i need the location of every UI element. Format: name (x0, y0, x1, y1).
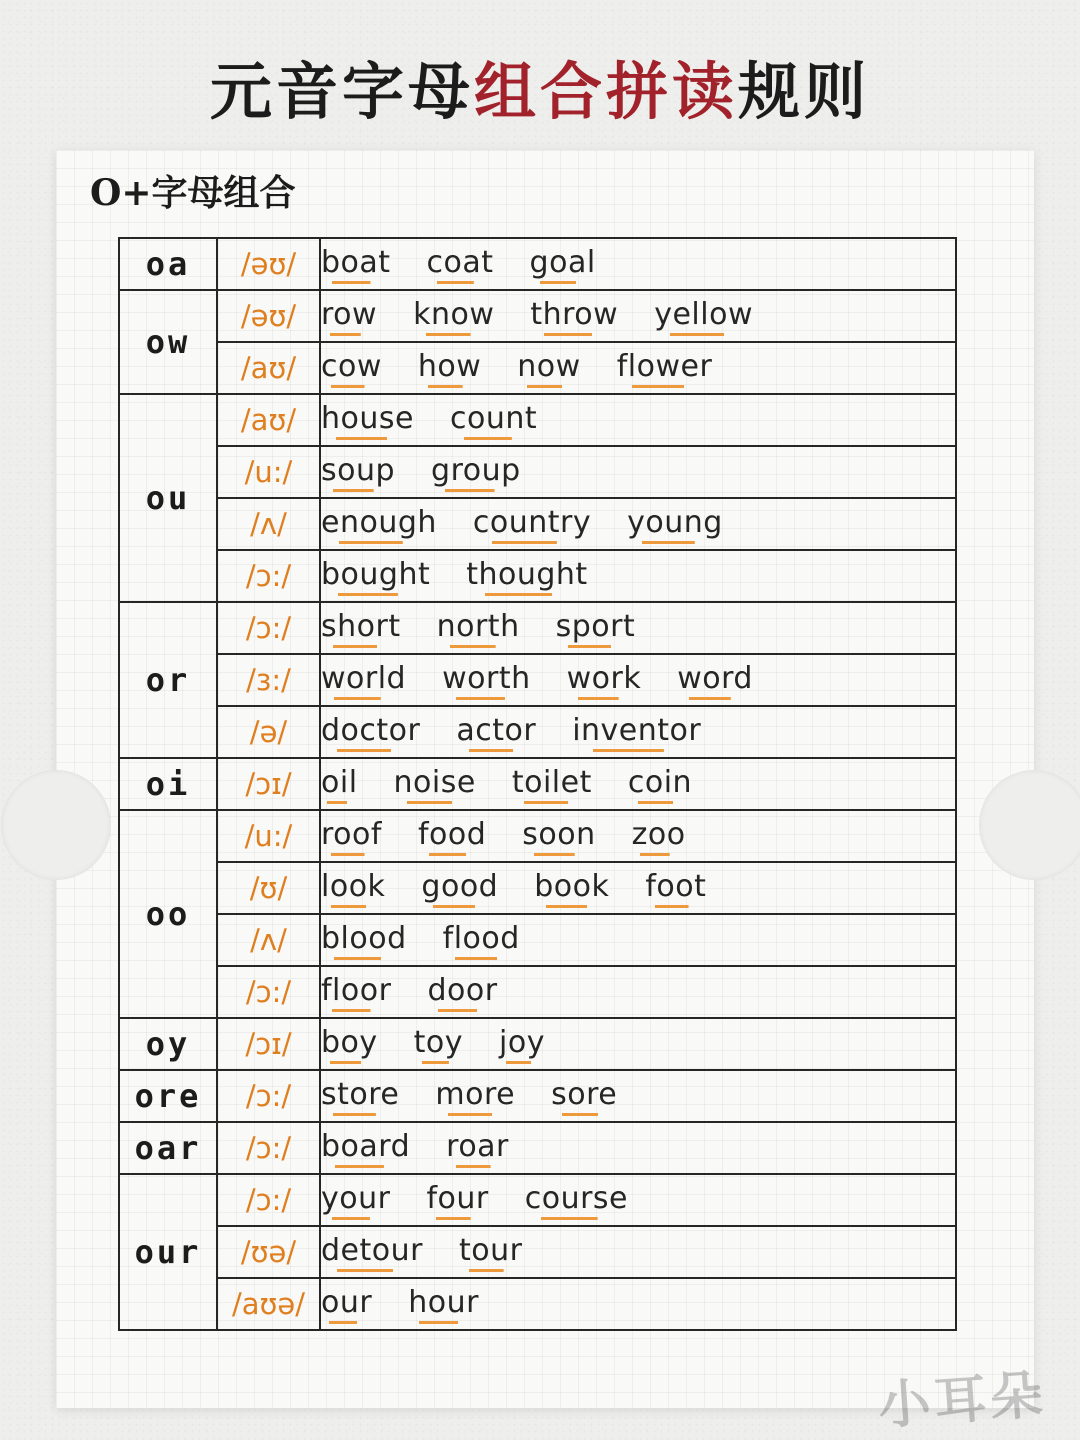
phonetic-symbol-cell: /ɔ:/ (217, 550, 320, 602)
example-word: soon (522, 816, 595, 856)
title-part-1: 元音字母 (209, 55, 474, 128)
example-word: course (525, 1180, 628, 1220)
table-row (119, 1122, 956, 1174)
table-row (119, 290, 956, 342)
phonetic-symbol-cell: /əʊ/ (217, 238, 320, 290)
example-words-cell (320, 602, 956, 654)
example-word: north (437, 608, 520, 648)
section-label (86, 168, 308, 218)
example-word: how (418, 348, 481, 388)
example-word: now (517, 348, 580, 388)
table-row (119, 498, 956, 550)
phonetic-symbol-cell: /ɔ:/ (217, 1174, 320, 1226)
example-word: inventor (572, 712, 701, 752)
letter-combination-cell: oo (119, 810, 217, 1018)
title-part-2-highlight: 组合拼读 (473, 55, 738, 128)
letter-combination-cell: ore (119, 1070, 217, 1122)
example-word: world (321, 660, 406, 700)
example-words-cell (320, 1070, 956, 1122)
phonetic-symbol-cell: /ɔ:/ (217, 966, 320, 1018)
table-row (119, 914, 956, 966)
phonetic-symbol-cell: /ɜ:/ (217, 654, 320, 706)
phonetic-symbol-cell: /aʊə/ (217, 1278, 320, 1330)
example-word: our (321, 1284, 372, 1324)
phonetic-symbol-cell: /u:/ (217, 810, 320, 862)
example-word: oil (321, 764, 358, 804)
watermark: 小耳朵 (876, 1365, 1049, 1437)
example-word: row (321, 296, 377, 336)
letter-combination-cell: ou (119, 394, 217, 602)
example-word: flood (443, 920, 520, 960)
phonetic-symbol-cell: /aʊ/ (217, 342, 320, 394)
page-title (0, 52, 1080, 132)
example-word: board (321, 1128, 410, 1168)
example-word: coat (427, 244, 494, 284)
example-word: four (426, 1180, 488, 1220)
table-row (119, 966, 956, 1018)
example-word: count (450, 400, 537, 440)
example-word: know (413, 296, 494, 336)
table-row (119, 810, 956, 862)
table-row (119, 1018, 956, 1070)
example-word: foot (645, 868, 706, 908)
section-label-text: O+字母组合 (90, 172, 296, 214)
example-words-cell (320, 290, 956, 342)
table-row (119, 1226, 956, 1278)
example-word: noise (394, 764, 476, 804)
letter-combination-cell: our (119, 1174, 217, 1330)
example-word: look (321, 868, 385, 908)
example-word: hour (408, 1284, 479, 1324)
example-word: joy (499, 1024, 545, 1064)
example-word: doctor (321, 712, 420, 752)
letter-combination-cell: oa (119, 238, 217, 290)
example-word: yellow (654, 296, 753, 336)
example-word: toilet (512, 764, 592, 804)
example-word: word (677, 660, 753, 700)
example-word: throw (530, 296, 618, 336)
example-word: food (418, 816, 486, 856)
example-words-cell (320, 1278, 956, 1330)
example-word: boy (321, 1024, 378, 1064)
example-words-cell (320, 966, 956, 1018)
phonetic-symbol-cell: /ɔ:/ (217, 1070, 320, 1122)
phonetic-symbol-cell: /aʊ/ (217, 394, 320, 446)
card-notch-right (979, 770, 1080, 880)
example-word: more (435, 1076, 515, 1116)
table-row (119, 602, 956, 654)
phonetic-symbol-cell: /əʊ/ (217, 290, 320, 342)
table-row (119, 342, 956, 394)
phonetic-symbol-cell: /ɔ:/ (217, 602, 320, 654)
example-words-cell (320, 1018, 956, 1070)
example-word: short (321, 608, 401, 648)
example-word: enough (321, 504, 437, 544)
table-row (119, 1174, 956, 1226)
phonetic-symbol-cell: /ɔ:/ (217, 1122, 320, 1174)
example-word: coin (628, 764, 692, 804)
example-word: flower (617, 348, 713, 388)
example-word: cow (321, 348, 382, 388)
example-words-cell (320, 1174, 956, 1226)
example-word: tour (459, 1232, 522, 1272)
example-words-cell (320, 758, 956, 810)
example-word: goal (530, 244, 596, 284)
example-words-cell (320, 810, 956, 862)
example-word: thought (466, 556, 587, 596)
example-word: door (427, 972, 497, 1012)
example-word: young (627, 504, 723, 544)
example-words-cell (320, 498, 956, 550)
table-row (119, 862, 956, 914)
phonetic-symbol-cell: /ʊ/ (217, 862, 320, 914)
table-row (119, 238, 956, 290)
example-word: roof (321, 816, 382, 856)
example-word: good (421, 868, 498, 908)
letter-combination-cell: oy (119, 1018, 217, 1070)
example-word: house (321, 400, 414, 440)
title-part-3: 规则 (738, 55, 871, 128)
example-word: boat (321, 244, 391, 284)
example-word: your (321, 1180, 390, 1220)
example-words-cell (320, 706, 956, 758)
example-word: sore (551, 1076, 617, 1116)
phonetic-symbol-cell: /ʊə/ (217, 1226, 320, 1278)
phonetic-symbol-cell: /ɔɪ/ (217, 758, 320, 810)
table-row (119, 1070, 956, 1122)
example-words-cell (320, 238, 956, 290)
phonetic-symbol-cell: /ʌ/ (217, 498, 320, 550)
example-words-cell (320, 550, 956, 602)
example-words-cell (320, 342, 956, 394)
example-words-cell (320, 654, 956, 706)
example-words-cell (320, 862, 956, 914)
example-word: zoo (632, 816, 686, 856)
letter-combination-cell: or (119, 602, 217, 758)
phonetic-symbol-cell: /ɔɪ/ (217, 1018, 320, 1070)
example-word: store (321, 1076, 399, 1116)
example-words-cell (320, 914, 956, 966)
table-row (119, 758, 956, 810)
example-word: floor (321, 972, 391, 1012)
example-word: roar (446, 1128, 509, 1168)
phonetic-symbol-cell: /ʌ/ (217, 914, 320, 966)
card-notch-left (1, 770, 111, 880)
example-word: sport (556, 608, 636, 648)
example-word: toy (414, 1024, 463, 1064)
phonetic-symbol-cell: /u:/ (217, 446, 320, 498)
letter-combination-cell: oi (119, 758, 217, 810)
table-row (119, 706, 956, 758)
letter-combination-cell: oar (119, 1122, 217, 1174)
phonics-table-body (119, 238, 956, 1330)
table-row (119, 394, 956, 446)
example-word: group (431, 452, 521, 492)
example-word: bought (321, 556, 430, 596)
example-word: blood (321, 920, 407, 960)
example-words-cell (320, 1226, 956, 1278)
table-row (119, 446, 956, 498)
example-words-cell (320, 394, 956, 446)
table-row (119, 550, 956, 602)
phonics-table (118, 237, 957, 1331)
example-word: worth (442, 660, 531, 700)
phonetic-symbol-cell: /ə/ (217, 706, 320, 758)
example-word: work (567, 660, 642, 700)
example-word: actor (456, 712, 536, 752)
table-row (119, 1278, 956, 1330)
example-words-cell (320, 446, 956, 498)
example-word: book (534, 868, 609, 908)
example-words-cell (320, 1122, 956, 1174)
example-word: soup (321, 452, 395, 492)
letter-combination-cell: ow (119, 290, 217, 394)
table-row (119, 654, 956, 706)
example-word: country (473, 504, 591, 544)
example-word: detour (321, 1232, 423, 1272)
